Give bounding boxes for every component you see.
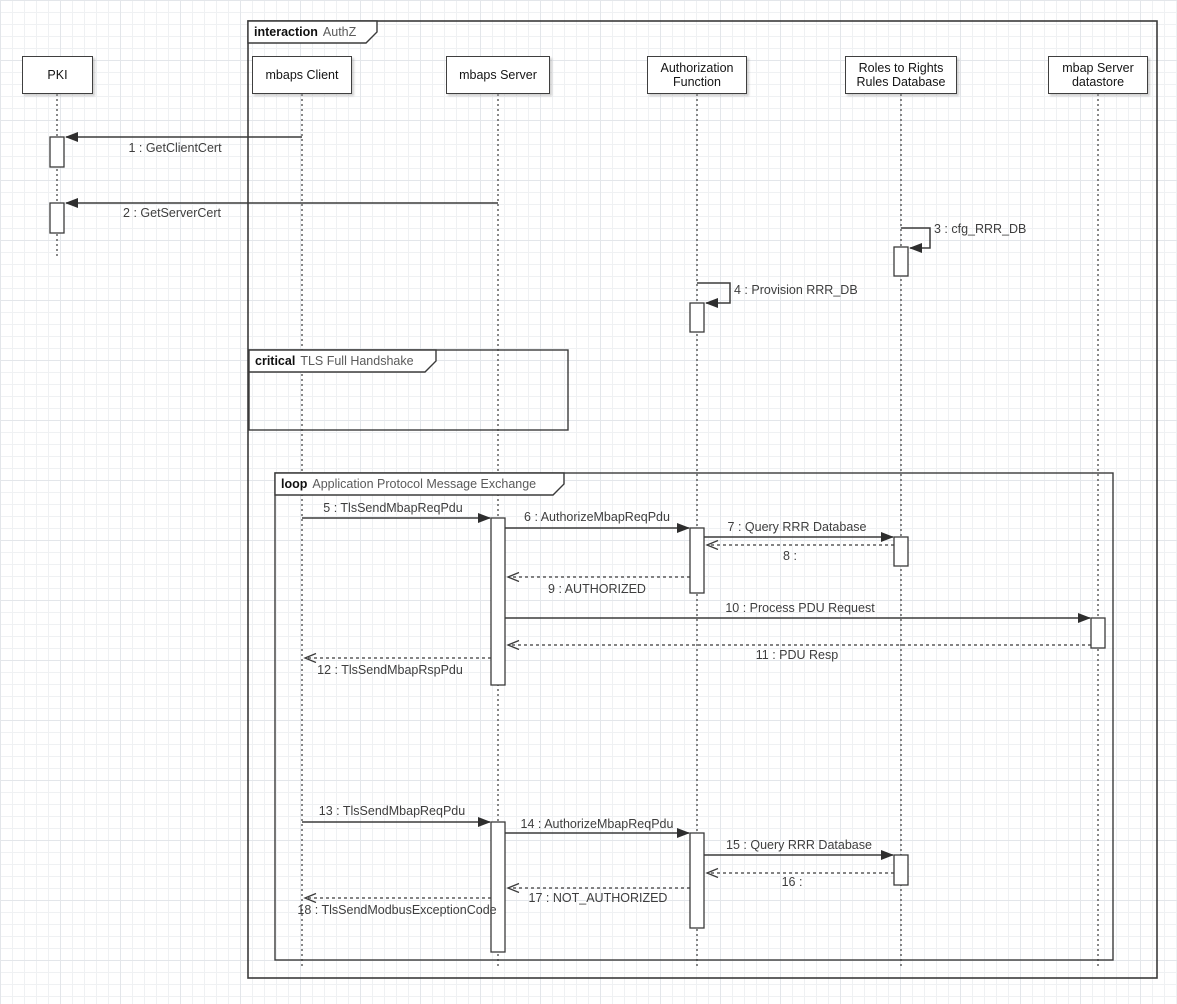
participant-pki: PKI [22, 56, 93, 94]
participant-rrr-database: Roles to Rights Rules Database [845, 56, 957, 94]
participant-mbap-server-datastore: mbap Server datastore [1048, 56, 1148, 94]
activation-af-provision [690, 303, 704, 332]
participant-mbaps-client: mbaps Client [252, 56, 352, 94]
loop-keyword: loop [281, 477, 308, 491]
message-label-2: 2 : GetServerCert [123, 206, 221, 220]
message-label-6: 6 : AuthorizeMbapReqPdu [524, 510, 670, 524]
activation-af-authorize-2 [690, 833, 704, 928]
message-label-17: 17 : NOT_AUTHORIZED [528, 891, 668, 905]
message-label-10: 10 : Process PDU Request [725, 601, 875, 615]
message-label-1: 1 : GetClientCert [128, 141, 222, 155]
activation-rrr-cfg [894, 247, 908, 276]
message-label-13: 13 : TlsSendMbapReqPdu [318, 804, 466, 818]
message-label-8: 8 : [783, 549, 797, 563]
activation-af-authorize-1 [690, 528, 704, 593]
activation-server-exchange-2 [491, 822, 505, 952]
interaction-keyword: interaction [254, 25, 318, 39]
activation-rrr-query-1 [894, 537, 908, 566]
activation-server-exchange-1 [491, 518, 505, 685]
loop-fragment-label [275, 473, 564, 495]
message-arrow-3-self [901, 228, 930, 248]
message-label-7: 7 : Query RRR Database [727, 520, 867, 534]
activation-pki-2 [50, 203, 64, 233]
loop-title: Application Protocol Message Exchange [312, 477, 537, 491]
message-label-12: 12 : TlsSendMbapRspPdu [317, 663, 463, 677]
message-label-3: 3 : cfg_RRR_DB [934, 222, 1027, 236]
activation-datastore [1091, 618, 1105, 648]
message-label-9: 9 : AUTHORIZED [548, 582, 646, 596]
message-label-16: 16 : [781, 875, 803, 889]
critical-fragment-label [249, 350, 436, 372]
interaction-title: AuthZ [322, 25, 357, 39]
message-arrow-4-self [697, 283, 730, 303]
message-label-4: 4 : Provision RRR_DB [734, 283, 858, 297]
critical-title: TLS Full Handshake [300, 354, 414, 368]
participant-authorization-function: Authorization Function [647, 56, 747, 94]
message-label-15: 15 : Query RRR Database [726, 838, 872, 852]
activation-rrr-query-2 [894, 855, 908, 885]
message-label-5: 5 : TlsSendMbapReqPdu [323, 501, 463, 515]
interaction-frame-label [248, 21, 377, 43]
participant-mbaps-server: mbaps Server [446, 56, 550, 94]
critical-keyword: critical [255, 354, 296, 368]
activation-pki-1 [50, 137, 64, 167]
message-label-14: 14 : AuthorizeMbapReqPdu [520, 817, 674, 831]
message-label-11: 11 : PDU Resp [755, 648, 839, 662]
message-label-18: 18 : TlsSendModbusExceptionCode [297, 903, 497, 917]
